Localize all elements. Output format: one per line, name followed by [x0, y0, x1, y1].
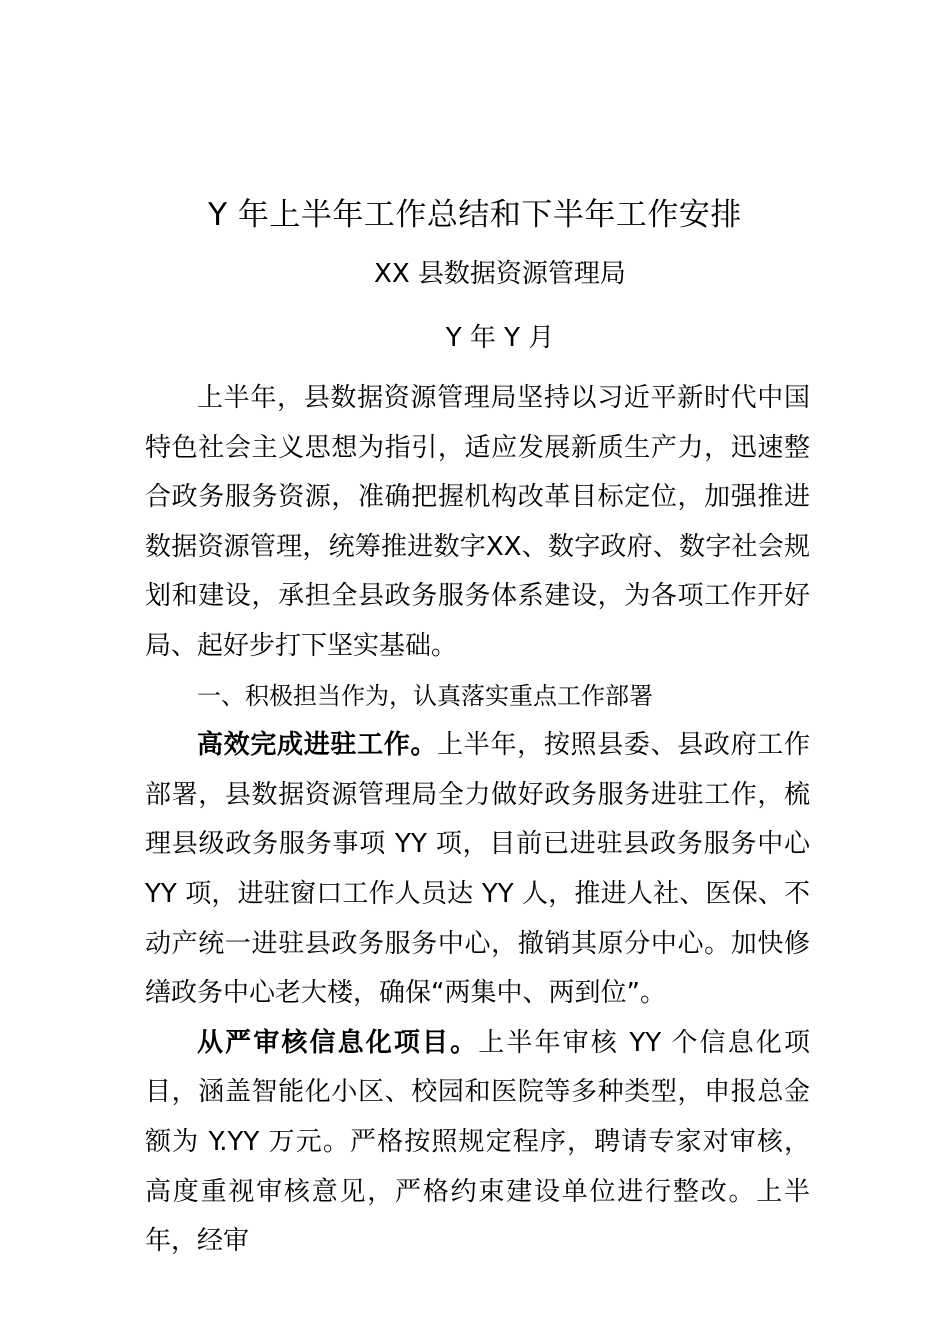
paragraph-text: 上半年，按照县委、县政府工作部署，县数据资源管理局全力做好政务服务进驻工作，梳理县级政务服务事项 YY 项，目前已进驻县政务服务中心 YY 项，进驻窗口工作人员达 YY 人，推进人社、医保、不动产统一进驻县政务服务中心，撤销其原分中心。加快修缮政务中心老大楼，确保“两集中、两到位”。 — [145, 730, 810, 1009]
paragraph-entry-work — [145, 721, 810, 1019]
paragraph-lead: 高效完成进驻工作。 — [197, 730, 438, 761]
document-title: Y 年上半年工作总结和下半年工作安排 — [208, 197, 742, 233]
document-date: Y 年 Y 月 — [445, 323, 555, 353]
document-body — [145, 374, 810, 1267]
paragraph-lead: 从严审核信息化项目。 — [197, 1027, 479, 1058]
document-organization: XX 县数据资源管理局 — [374, 259, 626, 289]
paragraph-project-review — [145, 1019, 810, 1267]
paragraph-text: 上半年审核 YY 个信息化项目，涵盖智能化小区、校园和医院等多种类型，申报总金额为 Y.YY 万元。严格按照规定程序，聘请专家对审核，高度重视审核意见，严格约束建设单位进行整改。上半年，经审 — [145, 1027, 810, 1257]
intro-paragraph: 上半年，县数据资源管理局坚持以习近平新时代中国特色社会主义思想为指引，适应发展新质生产力，迅速整合政务服务资源，准确把握机构改革目标定位，加强推进数据资源管理，统筹推进数字XX、数字政府、数字社会规划和建设，承担全县政务服务体系建设，为各项工作开好局、起好步打下坚实基础。 — [145, 383, 810, 661]
section-heading: 一、积极担当作为，认真落实重点工作部署 — [197, 681, 653, 710]
